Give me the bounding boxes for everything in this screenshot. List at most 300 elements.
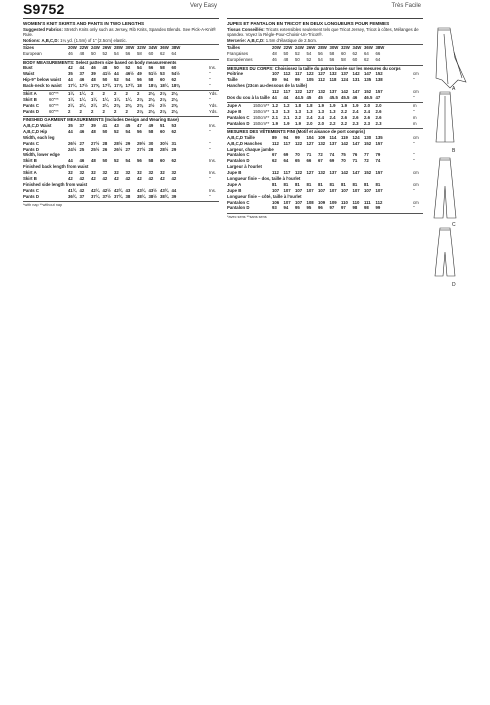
table-cell: 67 [272, 152, 277, 158]
table-cell: 2.2 [295, 114, 301, 120]
table-cell: 48 [79, 51, 85, 57]
table-cell: 109 [329, 199, 337, 205]
table-cell: 1.3 [295, 109, 301, 114]
table-cell: 107 [295, 187, 303, 193]
row-label: Sizes [23, 45, 34, 51]
row-unit: " [413, 140, 415, 146]
notions-text: 1¼ yd. (1.5m) of 1" (2.5cm) elastic. [60, 37, 127, 43]
row-label: Back-neck to waist [23, 82, 62, 88]
pants-c-sketch [434, 158, 456, 218]
table-cell: 127 [306, 88, 314, 94]
table-cell: 32 [171, 170, 177, 176]
table-cell: 28½ [114, 140, 123, 146]
row-label: Waist [23, 71, 35, 77]
row-label: Jupe B [227, 109, 242, 114]
table-cell: 42 [68, 176, 73, 181]
row-label: Pantalon D [227, 158, 250, 164]
table-cell: 29½ [137, 140, 146, 146]
row-label: Skirt A [23, 91, 37, 97]
table-cell: 44 [79, 65, 85, 71]
table-cell: 42 [148, 176, 154, 181]
table-cell: 18⅜ [171, 82, 180, 88]
table-cell: 54 [137, 65, 142, 71]
table-cell: 46 [79, 77, 85, 83]
table-cell: 60 [148, 51, 154, 57]
table-cell: 81 [272, 181, 277, 187]
table-cell: 28 [148, 146, 154, 152]
difficulty-label: Very Easy [189, 3, 217, 9]
english-header [23, 0, 219, 19]
row-unit: " [209, 71, 211, 77]
table-cell: 77 [364, 152, 369, 158]
row-label: Dos du cou à la taille [227, 94, 270, 100]
table-cell: 32 [114, 170, 119, 176]
table-cell: 72 [364, 158, 369, 164]
row-unit: Ins. [209, 122, 216, 128]
table-cell: 98 [364, 205, 369, 211]
table-cell: 60 [160, 128, 165, 134]
body-measurements-table-fr [227, 71, 423, 100]
group-heading-text: Largeur à l'ourlet [227, 164, 262, 170]
table-cell: 42¼ [91, 187, 100, 193]
row-label: Skirt B [23, 158, 37, 164]
table-cell: 62 [171, 77, 177, 83]
body-measurements-title: BODY MEASUREMENTS: Select pattern size based on body measurements [23, 59, 177, 65]
table-cell: 34W [148, 45, 158, 51]
fabrics-paragraph [23, 27, 219, 38]
table-cell: 69 [329, 158, 335, 164]
table-cell: 39 [171, 193, 177, 199]
table-cell: 107 [283, 199, 291, 205]
table-cell: 2⅜ [114, 103, 120, 109]
table-cell: 49 [137, 71, 142, 77]
table-cell: 46 [68, 51, 73, 57]
table-cell: 81 [375, 181, 381, 187]
table-cell: 62 [171, 128, 177, 134]
table-cell: 2.2 [341, 109, 347, 114]
table-cell: 48 [283, 57, 289, 63]
table-cell: 36W [160, 45, 169, 51]
table-cell: 38¼ [137, 193, 146, 199]
table-cell: 30 [148, 140, 154, 146]
table-cell: 36¾ [68, 193, 77, 199]
table-cell: 74 [375, 158, 381, 164]
table-cell: 44 [114, 71, 119, 77]
table-cell: 1.9 [283, 120, 290, 126]
table-cell: 2⅝ [171, 103, 178, 109]
table-cell: 50 [295, 57, 300, 63]
footnote-fr: *avec sens **sans sens [227, 214, 267, 219]
table-cell: 42½ [102, 187, 111, 193]
table-cell: 50 [102, 128, 108, 134]
row-label: European [23, 51, 42, 57]
row-unit: " [413, 94, 415, 100]
table-cell: 32 [137, 170, 142, 176]
table-cell: 2.6 [375, 114, 382, 120]
french-header [227, 0, 423, 19]
row-unit: cm [413, 134, 419, 140]
table-cell: 44 [272, 94, 277, 100]
table-cell: 135 [375, 134, 383, 140]
table-cell: 65 [295, 158, 300, 164]
table-cell: 34W [352, 45, 362, 51]
table-cell: 52 [114, 128, 119, 134]
table-cell: 50 [283, 51, 289, 57]
row-label: A,B,C,D Hanches [227, 140, 263, 146]
table-cell: 93 [272, 205, 277, 211]
table-cell: 2½ [148, 103, 155, 109]
table-cell: 2¼ [91, 103, 97, 109]
table-cell: 46 [79, 128, 85, 134]
table-cell: 44 [171, 187, 177, 193]
table-cell: 2⅛ [160, 109, 166, 114]
pattern-number: S9752 [23, 1, 65, 17]
table-cell: 2 [137, 91, 140, 97]
table-cell: 42 [79, 176, 85, 181]
table-cell: 20W [68, 45, 77, 51]
table-cell: 112 [318, 77, 325, 83]
table-cell: 127 [306, 140, 314, 146]
fabric-width: 150cm** [253, 114, 270, 120]
table-cell: 30½ [160, 140, 169, 146]
table-cell: 152 [364, 140, 372, 146]
table-cell: 46 [272, 57, 277, 63]
table-cell: 46.5 [364, 94, 373, 100]
table-cell: 2⅛ [137, 109, 143, 114]
row-unit: " [209, 77, 211, 83]
row-label: Européennes [227, 57, 253, 63]
table-cell: 47 [137, 122, 142, 128]
table-cell: 74 [329, 152, 335, 158]
table-cell: 127 [318, 71, 326, 77]
row-unit: " [413, 109, 415, 114]
table-cell: 107 [364, 187, 372, 193]
table-cell: 52 [306, 57, 312, 63]
table-cell: 51½ [148, 71, 157, 77]
table-cell: 2.0 [318, 120, 324, 126]
table-cell: 1.9 [352, 103, 359, 109]
table-cell: 72 [318, 152, 323, 158]
row-label: Pants D [23, 146, 39, 152]
table-cell: 38¾ [160, 193, 169, 199]
table-cell: 81 [283, 181, 289, 187]
notions-paragraph-fr [227, 38, 423, 43]
table-cell: 2⅜ [125, 103, 132, 109]
table-cell: 2⅛ [171, 91, 178, 97]
table-cell: 1¼ [91, 97, 97, 103]
table-cell: 2.1 [283, 114, 290, 120]
table-cell: 112 [272, 140, 279, 146]
table-cell: 157 [375, 170, 383, 176]
table-cell: 44 [68, 158, 73, 164]
table-cell: 2 [114, 91, 117, 97]
fabrics-text-fr: Tricots extensibles seulement tels que Tricot Jersey, Tricot à côtes, Mélanges de spandex. Voyez la Règle-Pour-Choisir-Un-Tricot®. [227, 27, 419, 38]
table-cell: 2.2 [341, 120, 347, 126]
size-table [23, 45, 219, 57]
table-cell: 32 [148, 170, 154, 176]
table-cell: 2.6 [341, 114, 347, 120]
table-cell: 48 [91, 158, 96, 164]
table-cell: 44 [68, 128, 73, 134]
figure-label-c: C [452, 222, 456, 228]
table-cell: 42 [171, 176, 177, 181]
table-cell: 62 [160, 51, 165, 57]
european-size-row [23, 51, 219, 57]
table-cell: 157 [375, 88, 383, 94]
notions-text-fr: 1.5m d'élastique de 2.5cm. [265, 37, 317, 43]
european-size-row-2 [227, 57, 423, 63]
table-cell: 97 [341, 205, 346, 211]
table-cell: 69 [283, 152, 289, 158]
table-cell: 56 [125, 51, 131, 57]
table-cell: 147 [352, 170, 360, 176]
table-cell: 1¼ [68, 97, 74, 103]
table-cell: 66 [375, 51, 381, 57]
english-column [23, 0, 219, 208]
table-cell: 48 [102, 65, 108, 71]
table-cell: 27 [125, 146, 131, 152]
row-label: Bust [23, 65, 33, 71]
table-cell: 39 [91, 122, 96, 128]
table-cell: 132 [318, 88, 326, 94]
row-unit: Ins. [209, 158, 216, 164]
table-cell: 107 [272, 187, 280, 193]
table-cell: 99 [295, 134, 300, 140]
row-label: A,B,C,D Hip [23, 128, 48, 134]
table-cell: 38 [125, 193, 131, 199]
row-unit: Yds. [209, 109, 218, 114]
table-cell: 27½ [91, 140, 100, 146]
row-label: Jupe B [227, 187, 242, 193]
table-cell: 2.3 [375, 120, 382, 126]
table-cell: 22W [283, 45, 293, 51]
table-cell: 1.2 [272, 103, 278, 109]
finished-measurements-title-fr: MESURES DES VÊTEMENTS FINI (Motif et aisance de port compris) [227, 129, 365, 135]
table-cell: 107 [341, 187, 349, 193]
table-cell: 46 [352, 94, 358, 100]
table-cell: 48 [91, 77, 96, 83]
row-unit: " [209, 128, 211, 134]
yardage-row [23, 109, 219, 115]
table-cell: 2 [79, 109, 82, 114]
table-cell: 2 [102, 109, 105, 114]
table-cell: 118 [329, 77, 337, 83]
table-cell: 99 [295, 77, 300, 83]
table-cell: 38W [171, 45, 181, 51]
table-cell: 52 [114, 158, 119, 164]
table-cell: 71 [306, 152, 312, 158]
table-cell: 41 [102, 122, 108, 128]
pattern-title-fr: JUPES ET PANTALON EN TRICOT EN DEUX LONGUEURS POUR FEMMES [227, 21, 390, 26]
divider [23, 201, 219, 202]
table-cell: 79 [375, 152, 381, 158]
row-unit: " [209, 140, 211, 146]
table-cell: 2.6 [375, 109, 382, 114]
table-cell: 1.8 [306, 103, 313, 109]
group-heading-text: Largeur, chaque jambe [227, 146, 274, 152]
table-cell: 107 [352, 187, 360, 193]
table-cell: 95 [306, 205, 312, 211]
table-cell: 49 [148, 122, 154, 128]
row-unit: " [209, 193, 211, 199]
table-cell: 37½ [102, 193, 111, 199]
table-cell: 122 [306, 71, 314, 77]
table-cell: 42 [91, 176, 96, 181]
table-cell: 46 [79, 158, 85, 164]
row-label: A,B,C,D Waist [23, 122, 52, 128]
table-cell: 24W [295, 45, 304, 51]
table-cell: 50 [114, 65, 119, 71]
table-cell: 1¼ [79, 97, 86, 103]
table-cell: 45 [125, 122, 131, 128]
table-cell: 81 [329, 181, 335, 187]
table-cell: 32 [79, 170, 85, 176]
table-cell: 70 [295, 152, 300, 158]
figure-label-d: D [452, 282, 456, 288]
table-cell: 137 [329, 88, 337, 94]
table-cell: 42 [160, 176, 165, 181]
table-cell: 45.5 [329, 94, 338, 100]
table-cell: 32 [91, 170, 96, 176]
table-cell: 81 [352, 181, 358, 187]
row-label: Jupe A [227, 181, 242, 187]
table-cell: 108 [306, 199, 314, 205]
table-cell: 17¾ [102, 82, 111, 88]
table-cell: 132 [329, 71, 337, 77]
table-cell: 117 [295, 71, 302, 77]
table-cell: 18⅛ [148, 82, 157, 88]
table-cell: 1¼ [114, 97, 120, 103]
table-cell: 56 [137, 158, 142, 164]
fabric-width: 150cm** [253, 120, 270, 126]
table-cell: 2⅛ [148, 97, 155, 103]
table-cell: 43 [125, 187, 131, 193]
table-cell: 1¼ [102, 97, 109, 103]
table-cell: 2⅛ [171, 109, 178, 114]
table-cell: 42¾ [114, 187, 123, 193]
table-cell: 2¼ [79, 103, 86, 109]
row-unit: " [413, 152, 415, 158]
table-cell: 58 [329, 51, 335, 57]
table-cell: 142 [341, 140, 349, 146]
table-cell: 62 [364, 57, 369, 63]
table-cell: 37 [79, 193, 85, 199]
table-cell: 42 [137, 176, 142, 181]
table-cell: 44 [68, 77, 73, 83]
finished-measurement-row [23, 194, 219, 200]
table-cell: 42 [114, 176, 119, 181]
table-cell: 46½ [125, 71, 134, 77]
table-cell: 47 [375, 94, 381, 100]
table-cell: 117 [283, 88, 291, 94]
row-label: Hip-9" below waist [23, 77, 62, 83]
table-cell: 44.5 [295, 94, 304, 100]
table-cell: 2 [68, 109, 71, 114]
table-cell: 37¼ [91, 193, 100, 199]
table-cell: 95 [295, 205, 300, 211]
table-cell: 32 [68, 170, 73, 176]
table-cell: 25½ [91, 146, 100, 152]
table-cell: 117 [283, 170, 291, 176]
table-cell: 26½ [68, 140, 77, 146]
table-cell: 48 [272, 51, 277, 57]
row-unit: " [413, 205, 415, 211]
table-cell: 112 [375, 199, 383, 205]
table-cell: 2¼ [102, 103, 109, 109]
table-cell: 45 [318, 94, 323, 100]
finished-measurements-table-fr [227, 135, 423, 212]
table-cell: 52 [114, 77, 119, 83]
size-table-fr [227, 45, 423, 63]
table-cell: 37 [79, 71, 85, 77]
table-cell: 122 [295, 170, 303, 176]
pattern-title: WOMEN'S KNIT SKIRTS AND PANTS IN TWO LENGTHS [23, 21, 145, 26]
row-unit: m [413, 120, 417, 126]
table-cell: 50 [102, 158, 108, 164]
table-cell: 81 [318, 181, 323, 187]
table-cell: 89 [272, 77, 277, 83]
skirt-b-sketch [436, 92, 454, 142]
table-cell: 52 [125, 65, 131, 71]
table-cell: 147 [352, 140, 360, 146]
notions-paragraph [23, 38, 219, 43]
table-cell: 122 [295, 140, 303, 146]
table-cell: 29 [125, 140, 131, 146]
row-label: Pants D [23, 193, 39, 199]
fabric-width: 60"** [49, 91, 59, 97]
row-unit: " [209, 146, 211, 152]
table-cell: 32 [102, 170, 108, 176]
table-cell: 112 [272, 88, 279, 94]
table-cell: 43¼ [137, 187, 146, 193]
table-cell: 43 [114, 122, 119, 128]
table-cell: 152 [364, 170, 372, 176]
table-cell: 2.4 [352, 109, 359, 114]
row-unit: cm [413, 88, 419, 94]
table-cell: 29 [171, 146, 177, 152]
row-unit: " [209, 176, 211, 181]
table-cell: 138 [375, 77, 383, 83]
table-cell: 67 [318, 158, 323, 164]
garment-sketches [428, 0, 490, 290]
row-label: Tailles [227, 45, 241, 51]
table-cell: 2.6 [352, 114, 359, 120]
row-label: Taille [227, 77, 238, 83]
row-unit: " [209, 82, 211, 88]
table-cell: 30W [329, 45, 339, 51]
table-cell: 96 [318, 205, 323, 211]
row-unit: " [413, 77, 415, 83]
table-cell: 38W [375, 45, 385, 51]
fabric-width: 60"** [49, 97, 59, 103]
table-cell: 2⅛ [160, 97, 166, 103]
table-cell: 54 [318, 57, 323, 63]
row-label: Hanches (23cm au-dessous de la taille) [227, 82, 308, 88]
group-heading-text: Finished side length from waist [23, 181, 88, 187]
fabrics-paragraph-fr [227, 27, 423, 38]
table-cell: 2.0 [375, 103, 382, 109]
table-cell: 46 [91, 65, 96, 71]
group-heading-text: Finished back length from waist [23, 164, 89, 170]
table-cell: 94 [283, 205, 289, 211]
table-cell: 54½ [171, 71, 180, 77]
table-cell: 64 [364, 51, 369, 57]
table-cell: 52 [295, 51, 300, 57]
table-cell: 1.3 [283, 109, 290, 114]
table-cell: 137 [329, 140, 337, 146]
table-cell: 1.9 [341, 103, 347, 109]
table-cell: 107 [295, 199, 303, 205]
